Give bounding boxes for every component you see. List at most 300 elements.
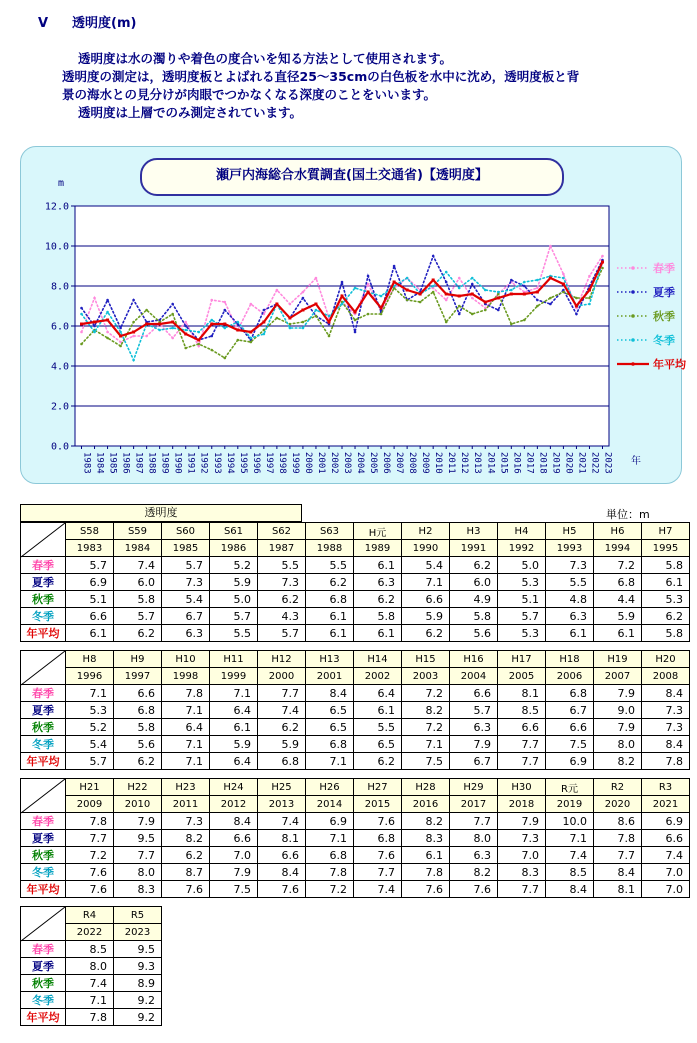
table-row	[21, 975, 162, 992]
table-value-cell: 7.3	[162, 813, 210, 830]
year-header-cell: 1992	[498, 540, 546, 557]
year-header-cell: 2015	[354, 796, 402, 813]
era-header-cell: H7	[642, 523, 690, 540]
series-point	[536, 287, 539, 290]
data-table-block	[20, 906, 162, 1026]
table-value-cell: 6.4	[162, 719, 210, 736]
table-value-cell: 6.6	[450, 685, 498, 702]
x-tick-label: 2018	[537, 452, 548, 474]
era-header-cell: H24	[210, 779, 258, 796]
x-tick-label: 2002	[328, 452, 339, 474]
series-point	[288, 317, 291, 320]
table-row	[21, 540, 690, 557]
series-point	[210, 323, 213, 326]
x-tick-label: 1991	[185, 452, 196, 474]
series-point	[419, 293, 422, 296]
year-header-cell: 2011	[162, 796, 210, 813]
era-header-cell: R5	[114, 907, 162, 924]
table-value-cell: 6.1	[306, 608, 354, 625]
table-value-cell: 6.1	[642, 574, 690, 591]
table-value-cell: 6.6	[642, 830, 690, 847]
row-label-cell: 夏季	[21, 958, 66, 975]
series-point	[237, 321, 240, 324]
table-value-cell: 8.1	[258, 830, 306, 847]
table-value-cell: 7.2	[402, 719, 450, 736]
y-axis-label: m	[57, 178, 65, 189]
table-row	[21, 907, 162, 924]
row-label-cell: 秋季	[21, 847, 66, 864]
table-value-cell: 6.0	[450, 574, 498, 591]
section-title: 透明度(m)	[72, 16, 137, 31]
x-tick-label: 1998	[276, 452, 287, 474]
series-point	[93, 297, 96, 300]
table-value-cell: 7.1	[306, 830, 354, 847]
era-header-cell: H25	[258, 779, 306, 796]
table-value-cell: 7.3	[642, 719, 690, 736]
year-header-cell: 1989	[354, 540, 402, 557]
series-point	[132, 331, 135, 334]
table-value-cell: 7.1	[162, 753, 210, 770]
table-value-cell: 7.3	[546, 557, 594, 574]
year-header-cell: 1998	[162, 668, 210, 685]
table-value-cell: 5.3	[498, 625, 546, 642]
year-header-cell: 2021	[642, 796, 690, 813]
year-header-cell: 1988	[306, 540, 354, 557]
series-point	[289, 303, 292, 306]
table-value-cell: 9.3	[114, 958, 162, 975]
table-value-cell: 5.7	[66, 753, 114, 770]
table-row	[21, 736, 690, 753]
era-header-cell: H9	[114, 651, 162, 668]
series-point	[341, 281, 344, 284]
series-point	[223, 309, 226, 312]
table-value-cell: 5.8	[642, 557, 690, 574]
era-header-cell: H13	[306, 651, 354, 668]
legend-marker	[631, 290, 635, 294]
table-value-cell: 6.8	[114, 702, 162, 719]
table-value-cell: 5.3	[66, 702, 114, 719]
era-header-cell: H16	[450, 651, 498, 668]
series-point	[432, 291, 435, 294]
table-value-cell: 8.5	[546, 864, 594, 881]
table-corner-cell	[21, 779, 66, 813]
era-header-cell: H21	[66, 779, 114, 796]
table-value-cell: 6.3	[354, 574, 402, 591]
table-value-cell: 6.3	[162, 625, 210, 642]
series-point	[302, 297, 305, 300]
era-header-cell: H15	[402, 651, 450, 668]
era-header-cell: H18	[546, 651, 594, 668]
era-header-cell: S58	[66, 523, 114, 540]
table-value-cell: 6.1	[306, 625, 354, 642]
table-value-cell: 7.7	[498, 753, 546, 770]
table-value-cell: 6.1	[210, 719, 258, 736]
series-point	[406, 289, 409, 292]
series-point	[536, 299, 539, 302]
year-header-cell: 2006	[546, 668, 594, 685]
table-value-cell: 5.5	[354, 719, 402, 736]
table-value-cell: 6.8	[306, 591, 354, 608]
series-point	[106, 299, 109, 302]
table-value-cell: 6.2	[114, 753, 162, 770]
table-value-cell: 5.1	[498, 591, 546, 608]
era-header-cell: H14	[354, 651, 402, 668]
table-value-cell: 6.6	[498, 719, 546, 736]
table-value-cell: 8.4	[546, 881, 594, 898]
table-value-cell: 7.2	[594, 557, 642, 574]
year-header-cell: 1995	[642, 540, 690, 557]
table-value-cell: 7.6	[162, 881, 210, 898]
series-point	[549, 245, 552, 248]
table-value-cell: 7.9	[594, 685, 642, 702]
series-point	[301, 309, 304, 312]
x-tick-label: 1995	[237, 452, 248, 474]
table-value-cell: 7.7	[498, 881, 546, 898]
table-value-cell: 6.6	[402, 591, 450, 608]
table-value-cell: 5.3	[498, 574, 546, 591]
era-header-cell: H17	[498, 651, 546, 668]
era-header-cell: H29	[450, 779, 498, 796]
legend-marker	[631, 314, 635, 318]
series-point	[432, 279, 435, 282]
table-value-cell: 7.4	[354, 881, 402, 898]
table-value-cell: 6.2	[258, 591, 306, 608]
series-point	[328, 315, 331, 318]
table-value-cell: 8.7	[162, 864, 210, 881]
era-header-cell: H6	[594, 523, 642, 540]
era-header-cell: S62	[258, 523, 306, 540]
table-row	[21, 702, 690, 719]
table-value-cell: 6.6	[210, 830, 258, 847]
era-header-cell: R3	[642, 779, 690, 796]
series-point	[289, 323, 292, 326]
table-value-cell: 8.1	[594, 881, 642, 898]
year-header-cell: 2018	[498, 796, 546, 813]
legend-marker	[631, 266, 635, 270]
x-tick-label: 1985	[107, 452, 118, 474]
diagonal-line-icon	[21, 907, 65, 941]
series-point	[510, 293, 513, 296]
era-header-cell: H8	[66, 651, 114, 668]
table-value-cell: 5.8	[642, 625, 690, 642]
x-tick-label: 2015	[498, 452, 509, 474]
table-value-cell: 7.1	[162, 702, 210, 719]
x-tick-label: 1990	[172, 452, 183, 474]
table-value-cell: 8.2	[162, 830, 210, 847]
table-value-cell: 6.6	[546, 719, 594, 736]
table-value-cell: 6.2	[450, 557, 498, 574]
series-point	[549, 297, 552, 300]
series-point	[158, 323, 161, 326]
series-point	[237, 339, 240, 342]
era-header-cell: H30	[498, 779, 546, 796]
x-tick-label: 2017	[524, 452, 535, 474]
table-row	[21, 830, 690, 847]
table-value-cell: 7.6	[258, 881, 306, 898]
series-point	[562, 291, 565, 294]
y-tick-label: 0.0	[50, 441, 69, 453]
table-value-cell: 6.7	[450, 753, 498, 770]
series-point	[302, 321, 305, 324]
table-value-cell: 6.8	[306, 847, 354, 864]
series-point	[119, 335, 122, 338]
table-value-cell: 5.7	[498, 608, 546, 625]
series-point	[523, 319, 526, 322]
series-point	[393, 265, 396, 268]
series-point	[158, 329, 161, 332]
table-value-cell: 5.5	[210, 625, 258, 642]
series-point	[106, 311, 109, 314]
table-value-cell: 5.9	[210, 736, 258, 753]
series-point	[80, 343, 83, 346]
table-row	[21, 591, 690, 608]
table-value-cell: 8.0	[594, 736, 642, 753]
table-value-cell: 7.6	[354, 847, 402, 864]
table-value-cell: 7.4	[642, 847, 690, 864]
series-point	[523, 281, 526, 284]
series-point	[341, 295, 344, 298]
table-row	[21, 796, 690, 813]
series-point	[445, 299, 448, 302]
table-value-cell: 7.2	[66, 847, 114, 864]
era-header-cell: S61	[210, 523, 258, 540]
series-point	[432, 285, 435, 288]
table-row	[21, 625, 690, 642]
table-value-cell: 5.8	[450, 608, 498, 625]
series-point	[197, 343, 200, 346]
series-point	[380, 313, 383, 316]
table-value-cell: 6.5	[306, 702, 354, 719]
table-value-cell: 4.8	[546, 591, 594, 608]
x-tick-label: 2000	[302, 452, 313, 474]
table-value-cell: 6.2	[402, 625, 450, 642]
table-value-cell: 7.8	[162, 685, 210, 702]
x-tick-label: 1994	[224, 452, 235, 474]
x-tick-label: 2013	[472, 452, 483, 474]
series-point	[471, 283, 474, 286]
table-value-cell: 7.1	[210, 685, 258, 702]
table-corner-cell	[21, 651, 66, 685]
x-tick-label: 1987	[133, 452, 144, 474]
table-value-cell: 8.5	[66, 941, 114, 958]
table-value-cell: 7.1	[402, 736, 450, 753]
table-value-cell: 6.8	[258, 753, 306, 770]
table-value-cell: 8.3	[498, 864, 546, 881]
year-header-cell: 2001	[306, 668, 354, 685]
table-value-cell: 5.6	[114, 736, 162, 753]
row-label-cell: 秋季	[21, 975, 66, 992]
x-tick-label: 2006	[381, 452, 392, 474]
series-point	[510, 289, 513, 292]
row-label-cell: 春季	[21, 813, 66, 830]
table-value-cell: 7.1	[402, 574, 450, 591]
series-point	[289, 327, 292, 330]
table-value-cell: 6.6	[114, 685, 162, 702]
series-point	[497, 291, 500, 294]
x-tick-label: 1984	[94, 452, 105, 474]
y-tick-label: 12.0	[44, 201, 69, 213]
legend-label: 冬季	[653, 334, 675, 347]
table-value-cell: 6.2	[306, 574, 354, 591]
table-value-cell: 5.8	[114, 719, 162, 736]
table-value-cell: 8.4	[642, 736, 690, 753]
table-value-cell: 7.5	[546, 736, 594, 753]
table-value-cell: 6.9	[66, 574, 114, 591]
table-value-cell: 5.5	[306, 557, 354, 574]
series-point	[406, 277, 409, 280]
series-point	[250, 337, 253, 340]
series-point	[549, 277, 552, 280]
table-value-cell: 7.8	[642, 753, 690, 770]
table-value-cell: 8.4	[258, 864, 306, 881]
era-header-cell: H28	[402, 779, 450, 796]
table-row	[21, 523, 690, 540]
table-row	[21, 753, 690, 770]
series-point	[575, 313, 578, 316]
x-tick-label: 2021	[576, 452, 587, 474]
series-point	[562, 283, 565, 286]
table-value-cell: 8.6	[594, 813, 642, 830]
series-point	[367, 291, 370, 294]
series-point	[523, 293, 526, 296]
row-label-cell: 春季	[21, 941, 66, 958]
table-title: 透明度	[20, 504, 302, 522]
table-value-cell: 7.9	[498, 813, 546, 830]
series-point	[80, 323, 83, 326]
table-row	[21, 941, 162, 958]
x-tick-label: 2012	[459, 452, 470, 474]
table-row	[21, 574, 690, 591]
series-point	[354, 331, 357, 334]
x-tick-label: 2011	[446, 452, 457, 474]
series-point	[132, 321, 135, 324]
series-point	[171, 321, 174, 324]
table-value-cell: 7.3	[162, 574, 210, 591]
table-corner-cell	[21, 907, 66, 941]
era-header-cell: S60	[162, 523, 210, 540]
series-point	[106, 337, 109, 340]
table-value-cell: 6.1	[594, 625, 642, 642]
table-value-cell: 6.3	[450, 719, 498, 736]
table-value-cell: 7.4	[258, 813, 306, 830]
table-value-cell: 9.5	[114, 941, 162, 958]
y-tick-label: 6.0	[50, 321, 69, 333]
table-value-cell: 8.2	[594, 753, 642, 770]
table-row	[21, 685, 690, 702]
table-value-cell: 6.4	[210, 702, 258, 719]
table-value-cell: 7.6	[354, 813, 402, 830]
table-value-cell: 4.9	[450, 591, 498, 608]
table-value-cell: 6.6	[66, 608, 114, 625]
table-row	[21, 847, 690, 864]
legend-marker	[631, 338, 635, 342]
year-header-cell: 1997	[114, 668, 162, 685]
table-row	[21, 864, 690, 881]
x-tick-label: 2019	[550, 452, 561, 474]
series-point	[510, 279, 513, 282]
table-value-cell: 8.5	[498, 702, 546, 719]
table-value-cell: 5.7	[66, 557, 114, 574]
x-tick-label: 1989	[159, 452, 170, 474]
table-value-cell: 8.2	[402, 702, 450, 719]
table-value-cell: 5.5	[546, 574, 594, 591]
table-value-cell: 7.0	[210, 847, 258, 864]
row-label-cell: 冬季	[21, 992, 66, 1009]
series-point	[575, 297, 578, 300]
table-value-cell: 6.1	[354, 702, 402, 719]
table-value-cell: 6.6	[258, 847, 306, 864]
table-value-cell: 8.4	[642, 685, 690, 702]
table-value-cell: 5.7	[210, 608, 258, 625]
table-value-cell: 5.9	[258, 736, 306, 753]
table-value-cell: 7.7	[354, 864, 402, 881]
era-header-cell: H12	[258, 651, 306, 668]
table-value-cell: 9.0	[594, 702, 642, 719]
table-value-cell: 7.9	[594, 719, 642, 736]
section-number: Ⅴ	[38, 16, 49, 31]
era-header-cell: H27	[354, 779, 402, 796]
year-header-cell: 1993	[546, 540, 594, 557]
series-point	[132, 359, 135, 362]
series-point	[210, 335, 213, 338]
table-value-cell: 5.0	[210, 591, 258, 608]
x-tick-label: 1986	[120, 452, 131, 474]
series-point	[236, 329, 239, 332]
year-header-cell: 2022	[66, 924, 114, 941]
table-value-cell: 7.9	[450, 736, 498, 753]
table-value-cell: 6.2	[354, 591, 402, 608]
series-point	[262, 321, 265, 324]
year-header-cell: 1987	[258, 540, 306, 557]
table-value-cell: 6.4	[354, 685, 402, 702]
row-label-cell: 年平均	[21, 881, 66, 898]
table-value-cell: 7.1	[546, 830, 594, 847]
series-point	[458, 305, 461, 308]
table-value-cell: 7.7	[594, 847, 642, 864]
y-tick-label: 2.0	[50, 401, 69, 413]
table-value-cell: 8.3	[114, 881, 162, 898]
table-value-cell: 7.7	[450, 813, 498, 830]
series-point	[315, 309, 318, 312]
table-value-cell: 7.5	[210, 881, 258, 898]
series-point	[419, 301, 422, 304]
series-point	[80, 307, 83, 310]
year-header-cell: 1994	[594, 540, 642, 557]
table-value-cell: 7.3	[498, 830, 546, 847]
series-point	[445, 271, 448, 274]
data-table-block	[20, 522, 690, 642]
year-header-cell: 1991	[450, 540, 498, 557]
series-point	[93, 325, 96, 328]
x-tick-label: 1997	[263, 452, 274, 474]
table-value-cell: 5.9	[402, 608, 450, 625]
series-point	[367, 313, 370, 316]
era-header-cell: H3	[450, 523, 498, 540]
table-value-cell: 7.9	[114, 813, 162, 830]
year-header-cell: 1984	[114, 540, 162, 557]
year-header-cell: 2008	[642, 668, 690, 685]
series-point	[223, 327, 226, 330]
x-tick-label: 2016	[511, 452, 522, 474]
table-value-cell: 5.9	[210, 574, 258, 591]
table-value-cell: 7.8	[306, 864, 354, 881]
table-value-cell: 6.3	[450, 847, 498, 864]
table-value-cell: 7.4	[66, 975, 114, 992]
diagonal-line-icon	[21, 523, 65, 557]
x-tick-label: 2014	[485, 452, 496, 474]
row-label-cell: 夏季	[21, 830, 66, 847]
table-value-cell: 6.1	[354, 625, 402, 642]
